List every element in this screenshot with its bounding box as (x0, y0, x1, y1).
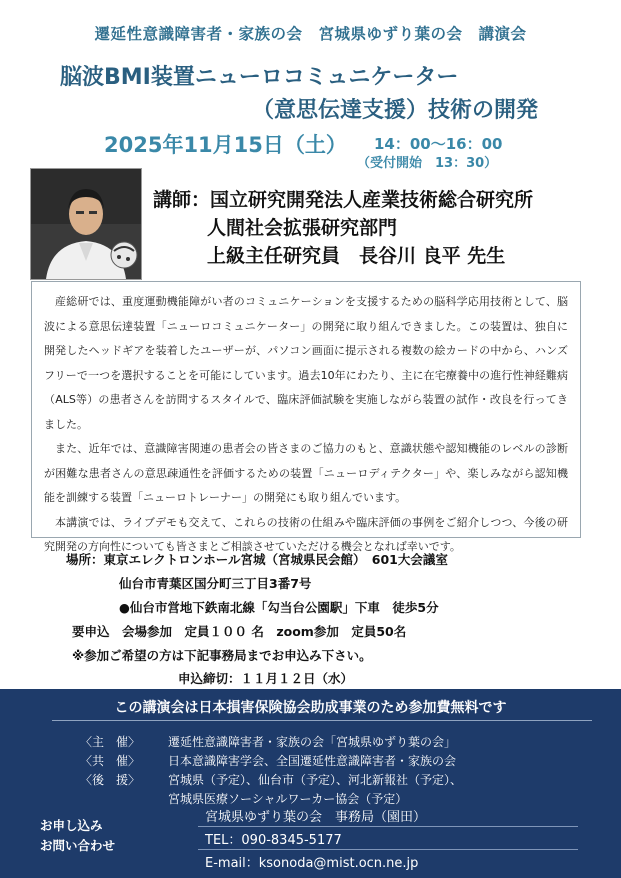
free-admission-notice: この講演会は日本損害保険協会助成事業のため参加費無料です (114, 700, 507, 716)
contact-label-inquiry: お問い合わせ (40, 838, 116, 853)
sponsor-role: 〈共 催〉 (80, 754, 141, 768)
lecturer-portrait-image (31, 169, 141, 279)
contact-divider (198, 826, 578, 827)
sponsor-name: 日本意識障害学会、全国遷延性意識障害者・家族の会 (168, 754, 457, 768)
description-paragraph-3: 本講演では、ライブデモも交えて、これらの技術の仕組みや臨床評価の事例をご紹介しつつ、今後の研究開発の方向性についても皆さまとご相談させていただける機会となれば幸いです。 (44, 515, 568, 553)
sponsor-cohost (80, 752, 456, 769)
capacity: 要申込 会場参加 定員１００ 名 zoom参加 定員50名 (72, 624, 407, 639)
title-line-1: 脳波BMI装置ニューロコミュニケーター (60, 65, 459, 90)
reception-time: （受付開始 13：30） (357, 156, 498, 171)
title-line-2: （意思伝達支援）技術の開発 (252, 98, 539, 123)
lecturer-affiliation: 講師：国立研究開発法人産業技術総合研究所 (153, 189, 534, 211)
lecturer-name: 上級主任研究員 長谷川 良平 先生 (207, 245, 506, 267)
banner-divider (52, 720, 592, 721)
sponsor-role: 〈主 催〉 (80, 735, 141, 749)
sponsor-supporters-cont (80, 790, 407, 807)
venue: 場所：東京エレクトロンホール宮城（宮城県民会館） 601大会議室 (66, 552, 448, 567)
venue-access: ●仙台市営地下鉄南北線「勾当台公園駅」下車 徒歩5分 (119, 600, 439, 615)
application-note: ※参加ご希望の方は下記事務局までお申込み下さい。 (72, 648, 372, 663)
sponsor-name: 宮城県（予定）、仙台市（予定）、河北新報社（予定）、 (168, 773, 463, 787)
sponsor-name: 宮城県医療ソーシャルワーカー協会（予定） (168, 792, 408, 806)
venue-address: 仙台市青葉区国分町三丁目3番7号 (119, 576, 312, 591)
sponsor-name: 遷延性意識障害者・家族の会「宮城県ゆずり葉の会」 (168, 735, 457, 749)
contact-label (40, 816, 115, 856)
contact-tel[interactable]: TEL：090-8345-5177 (205, 833, 342, 848)
organization-heading: 遷延性意識障害者・家族の会 宮城県ゆずり葉の会 講演会 (94, 25, 527, 43)
event-time: 14：00～16：00 (374, 135, 503, 153)
lecturer-photo (30, 168, 142, 280)
contact-divider (198, 849, 578, 850)
sponsor-role: 〈後 援〉 (80, 773, 141, 787)
description-paragraph-2: また、近年では、意識障害関連の患者会の皆さまのご協力のもと、意識状態や認知機能のレベルの診断が困難な患者さんの意思疎通性を評価するための装置「ニューロディテクター」や、楽しみながら認知機能を訓練する装置「ニューロトレーナー」の開発にも取り組んでいます。 (44, 442, 568, 504)
lecturer-department: 人間社会拡張研究部門 (207, 217, 398, 239)
contact-office: 宮城県ゆずり葉の会 事務局（園田） (205, 810, 427, 825)
event-date: 2025年11月15日（土） (104, 133, 347, 157)
application-deadline: 申込締切：１１月１２日（水） (178, 671, 354, 686)
contact-email[interactable]: E-mail：ksonoda@mist.ocn.ne.jp (205, 856, 419, 871)
sponsor-organizer (80, 733, 456, 750)
sponsor-supporters (80, 771, 462, 788)
description-paragraph-1: 産総研では、重度運動機能障がい者のコミュニケーションを支援するための脳科学応用技術として、脳波による意思伝達装置「ニューロコミュニケーター」の開発に取り組んできました。この装置は、独自に開発したヘッドギアを装着したユーザーが、パソコン画面に提示される複数の絵カードの中から、ハンズフリーで一つを選択することを可能にしています。過去10年にわたり、主に在宅療養中の進行性神経難病（ALS等）の患者さんを訪問するスタイルで、臨床評価試験を実施しながら装置の試作・改良を行ってきました。 (44, 295, 568, 431)
contact-label-apply: お申し込み (40, 818, 103, 833)
description-box (31, 281, 581, 553)
